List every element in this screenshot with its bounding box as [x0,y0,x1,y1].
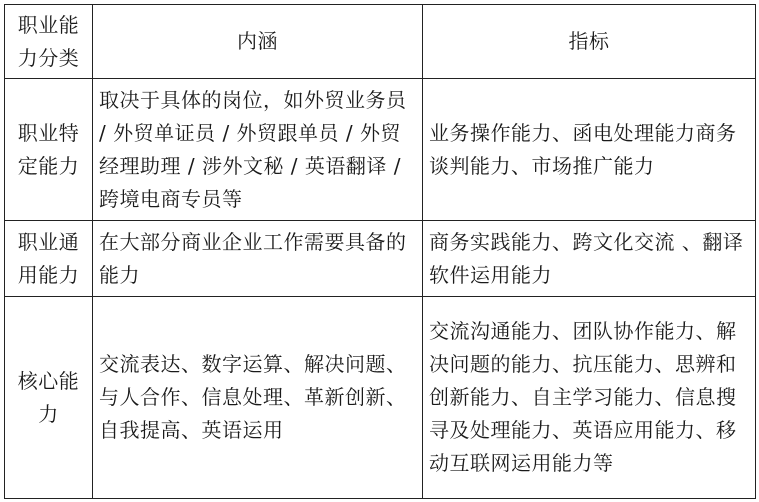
table-row [5,79,756,221]
connotation-cell: 取决于具体的岗位，如外贸业务员 / 外贸单证员 / 外贸跟单员 / 外贸经理助理 / 涉外文秘 / 英语翻译 / 跨境电商专员等 [93,79,423,221]
category-cell: 职业特定能力 [5,79,93,221]
header-indicators: 指标 [423,5,756,79]
indicators-cell: 交流沟通能力、团队协作能力、解决问题的能力、抗压能力、思辨和创新能力、自主学习能力、信息搜寻及处理能力、英语应用能力、移动互联网运用能力等 [423,297,756,499]
connotation-cell: 在大部分商业企业工作需要具备的能力 [93,221,423,297]
indicators-cell: 商务实践能力、跨文化交流 、翻译软件运用能力 [423,221,756,297]
indicators-cell: 业务操作能力、函电处理能力商务谈判能力、市场推广能力 [423,79,756,221]
table-row [5,221,756,297]
table-row [5,297,756,499]
competency-table [4,4,756,499]
header-category: 职业能力分类 [5,5,93,79]
category-cell: 职业通用能力 [5,221,93,297]
connotation-cell: 交流表达、数字运算、解决问题、与人合作、信息处理、革新创新、自我提高、英语运用 [93,297,423,499]
category-cell: 核心能力 [5,297,93,499]
header-connotation: 内涵 [93,5,423,79]
header-row [5,5,756,79]
